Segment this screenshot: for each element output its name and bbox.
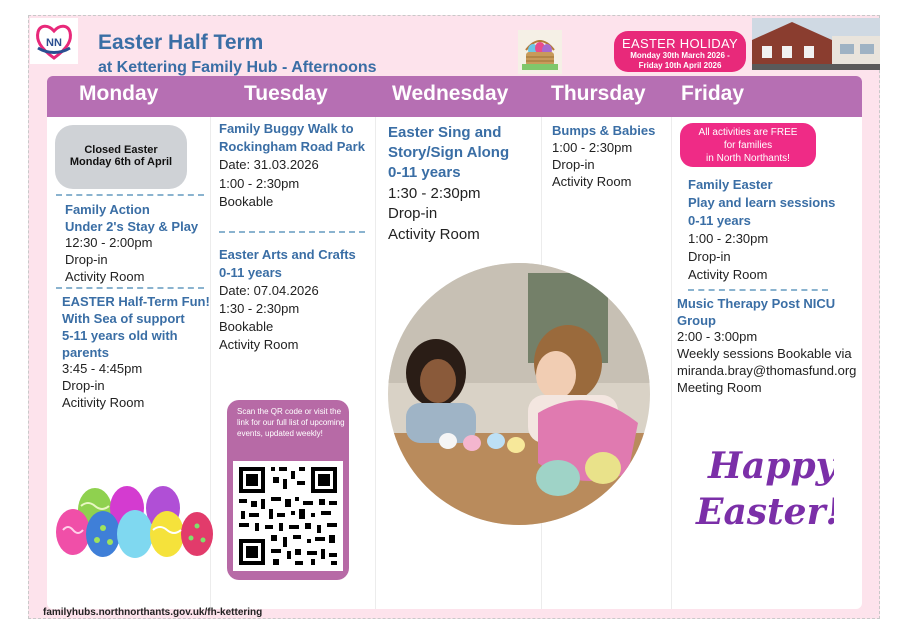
friday-event2-title1: Music Therapy Post NICU: [677, 296, 836, 311]
tuesday-event2-title2: 0-11 years: [219, 265, 282, 280]
friday-event2-email[interactable]: miranda.bray@thomasfund.org: [677, 363, 857, 378]
easter-text: Easter!: [696, 491, 834, 533]
logo-text: NN: [46, 37, 62, 49]
monday-event1-title2: Under 2's Stay & Play: [65, 219, 199, 234]
closed-line1: Closed Easter: [84, 144, 158, 156]
tuesday-event1-title1: Family Buggy Walk to: [219, 121, 354, 136]
qr-instructions: Scan the QR code or visit the link for our full list of upcoming events, updated weekly!: [237, 407, 345, 438]
monday-event1-room: Activity Room: [65, 269, 145, 284]
holiday-title: EASTER HOLIDAY: [622, 36, 738, 51]
holiday-dates-line2: Friday 10th April 2026: [638, 61, 722, 70]
holiday-dates-line1: Monday 30th March 2026 -: [630, 51, 730, 60]
family-hub-building-photo: [752, 18, 880, 70]
monday-event2-title3: 5-11 years old with: [62, 328, 178, 343]
tuesday-event2-date: Date: 07.04.2026: [219, 283, 319, 298]
friday-event1-title3: 0-11 years: [688, 213, 751, 228]
divider: [688, 289, 828, 291]
wednesday-room: Activity Room: [388, 226, 480, 243]
tuesday-event1-time: 1:00 - 2:30pm: [219, 176, 300, 191]
wednesday-time: 1:30 - 2:30pm: [388, 185, 481, 202]
tuesday-event1-booking: Bookable: [219, 194, 274, 209]
free-line1: All activities are FREE: [698, 127, 798, 138]
tuesday-event2-time: 1:30 - 2:30pm: [219, 301, 300, 316]
divider: [56, 287, 204, 289]
monday-event2-type: Drop-in: [62, 378, 105, 393]
day-monday: Monday: [79, 82, 159, 105]
wednesday-title3: 0-11 years: [388, 164, 461, 181]
tuesday-event2-room: Activity Room: [219, 337, 299, 352]
day-friday: Friday: [681, 82, 745, 105]
easter-holiday-badge: [614, 31, 746, 72]
nn-logo: [30, 18, 78, 64]
friday-event1-room: Activity Room: [688, 267, 768, 282]
monday-event2-title1: EASTER Half-Term Fun!: [62, 294, 210, 309]
day-tuesday: Tuesday: [244, 82, 328, 105]
friday-event2-room: Meeting Room: [677, 380, 762, 395]
friday-event1-time: 1:00 - 2:30pm: [688, 231, 769, 246]
monday-event2-title2: With Sea of support: [62, 311, 185, 326]
closed-line2: Monday 6th of April: [69, 156, 173, 168]
tuesday-event2-booking: Bookable: [219, 319, 274, 334]
wednesday-title2: Story/Sign Along: [388, 144, 510, 161]
thursday-time: 1:00 - 2:30pm: [552, 140, 633, 155]
thursday-type: Drop-in: [552, 157, 595, 172]
poster-title: Easter Half Term: [98, 31, 264, 54]
free-line2: for families: [723, 140, 773, 151]
free-activities-badge: [680, 123, 816, 167]
monday-event1-title1: Family Action: [65, 202, 150, 217]
monday-event1-time: 12:30 - 2:00pm: [65, 235, 153, 250]
friday-event1-type: Drop-in: [688, 249, 731, 264]
thursday-room: Activity Room: [552, 174, 632, 189]
monday-event2-room: Acitivity Room: [62, 395, 145, 410]
closed-easter-monday-badge: [55, 125, 187, 189]
tuesday-event1-date: Date: 31.03.2026: [219, 157, 319, 172]
free-line3: in North Northants!: [706, 153, 790, 164]
friday-event1-title1: Family Easter: [688, 177, 773, 192]
friday-event2-time: 2:00 - 3:00pm: [677, 329, 758, 344]
monday-event2-time: 3:45 - 4:45pm: [62, 361, 143, 376]
happy-text: Happy: [708, 445, 834, 487]
footer-url[interactable]: familyhubs.northnorthants.gov.uk/fh-kettering: [43, 607, 263, 618]
tuesday-event1-title2: Rockingham Road Park: [219, 139, 365, 154]
friday-event2-note: Weekly sessions Bookable via: [677, 346, 852, 361]
easter-eggs-illustration: [55, 484, 217, 560]
easter-basket-image: [518, 30, 562, 74]
thursday-title: Bumps & Babies: [552, 123, 656, 138]
happy-easter-lettering: [694, 438, 834, 534]
tuesday-event2-title1: Easter Arts and Crafts: [219, 247, 356, 262]
qr-code[interactable]: [233, 461, 343, 571]
wednesday-type: Drop-in: [388, 205, 438, 222]
poster-subtitle: at Kettering Family Hub - Afternoons: [98, 59, 377, 76]
divider: [219, 231, 365, 233]
friday-event2-title2: Group: [677, 313, 716, 328]
day-thursday: Thursday: [551, 82, 646, 105]
monday-event2-title4: parents: [62, 345, 109, 360]
monday-event1-type: Drop-in: [65, 252, 108, 267]
day-wednesday: Wednesday: [392, 82, 509, 105]
friday-event1-title2: Play and learn sessions: [688, 195, 836, 210]
wednesday-title1: Easter Sing and: [388, 124, 502, 141]
divider: [56, 194, 204, 196]
children-painting-eggs-photo: [388, 263, 650, 525]
